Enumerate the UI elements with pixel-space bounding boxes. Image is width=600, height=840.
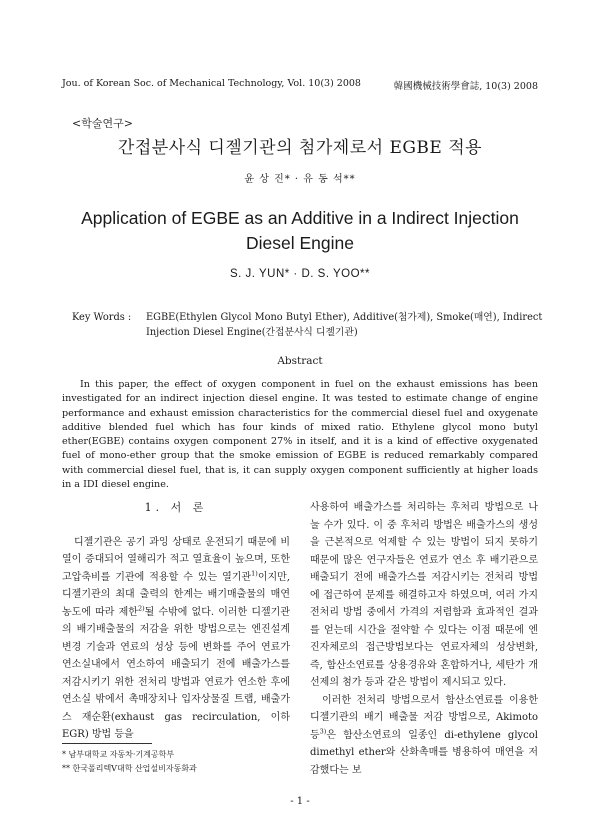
- footnote-affiliation-1: * 남부대학교 자동차·기계공학부: [62, 750, 175, 759]
- footnotes: [62, 748, 292, 776]
- citation-ref-2: 2): [137, 604, 145, 613]
- intro-p3-text-a: 이러한 전처리 방법으로서 함산소연료를 이용한 디젤기관의 배기 배출물 저감 방법으로, Akimoto 등: [310, 694, 538, 741]
- page-number: - 1 -: [290, 796, 310, 807]
- title-english: Application of EGBE as an Additive in a Indirect Injection Diesel Engine: [81, 208, 519, 253]
- footnote-divider: [62, 743, 152, 744]
- intro-paragraph-3: [310, 692, 538, 780]
- footnote-affiliation-2: ** 한국폴리텍V대학 산업설비자동화과: [62, 764, 197, 773]
- authors-korean: 윤 상 진* · 유 동 석**: [244, 174, 356, 185]
- intro-paragraph-1: [62, 534, 290, 744]
- running-header: [62, 78, 538, 92]
- intro-p3-text-b: 은 함산소연료의 일종인 di-ethylene glycol dimethyl ether와 산화촉매를 병용하여 매연을 저감했다는 보: [310, 729, 538, 776]
- keywords-text: EGBE(Ethylen Glycol Mono Butyl Ether), Additive(첨가제), Smoke(매연), Indirect Injection Diesel Engine(간접분사식 디젤기관): [146, 312, 543, 338]
- intro-p1-text-a: 디젤기관은 공기 과잉 상태로 운전되기 때문에 비열이 증대되어 열해리가 적고 열효율이 높으며, 또한 고압축비를 기관에 적용할 수 있는 열기관: [62, 536, 290, 583]
- abstract-body: [62, 378, 538, 492]
- abstract-heading: Abstract: [277, 355, 323, 367]
- body-column-right: [310, 499, 538, 779]
- title-korean: 간접분사식 디젤기관의 첨가제로서 EGBE 적용: [117, 138, 483, 158]
- section-title-introduction: 1. 서 론: [144, 501, 208, 514]
- intro-p1-text-c: 될 수밖에 없다. 이러한 디젤기관의 배기배출물의 저감을 위한 방법으로는 엔진설계변경 기술과 연료의 성상 등에 변화를 주어 연료가 연소실내에서 연소하여 배출되기 전에 배출가스를 저감시키기 위한 전처리 방법과 연료가 연소한 후에 연소실 밖에서 촉매장치나 입자상물질 트랩, 배출가스 재순환(exhaust gas recirculation, 이하 EGR) 방법 등을: [62, 606, 290, 740]
- keywords-label: Key Words :: [72, 312, 132, 323]
- intro-paragraph-2: 사용하여 배출가스를 처리하는 후처리 방법으로 나눌 수가 있다. 이 중 후처리 방법은 배출가스의 생성을 근본적으로 억제할 수 있는 방법이 되지 못하기 때문에 많은 연구자들은 연료가 연소 후 배기관으로 배출되기 전에 배출가스를 저감시키는 전처리 방법에 접근하여 문제를 해결하고자 하였으며, 여러 가지 전처리 방법 중에서 가격의 저렴함과 효과적인 결과를 얻는데 시간을 절약할 수 있다는 이점 때문에 엔진자체로의 접근방법보다는 연료자체의 성상변화, 즉, 함산소연료를 상용경유와 혼합하거나, 세탄가 개선제의 첨가 등과 같은 방법이 제시되고 있다.: [310, 502, 538, 688]
- keywords: [72, 310, 544, 340]
- citation-ref-3: 3): [319, 727, 327, 736]
- journal-name-en: Jou. of Korean Soc. of Mechanical Technology, Vol. 10(3) 2008: [62, 78, 361, 89]
- authors-english: S. J. YUN* · D. S. YOO**: [229, 268, 371, 280]
- abstract-text: In this paper, the effect of oxygen component in fuel on the exhaust emissions has been investigated for an indirect injection diesel engine. It was tested to estimate change of engine performance and exhaust emission characteristics for the commercial diesel fuel and oxygenate additive blended fuel which has four kinds of mixed ratio. Ethylene glycol mono butyl ether(EGBE) contains oxygen component 27% in itself, and it is a kind of effective oxygenated fuel of mono-ether group that the smoke emission of EGBE is reduced remarkably compared with commercial diesel fuel, that is, it can supply oxygen component sufficiently at higher loads in a IDI diesel engine.: [62, 379, 538, 491]
- journal-name-ko: 韓國機械技術學會誌, 10(3) 2008: [393, 81, 538, 92]
- citation-ref-1: 1): [251, 569, 258, 578]
- body-column-left: [62, 499, 290, 744]
- intro-p1-text-b: 이지만, 디젤기관의 최대 출력의 한계는 배기매출물의 매연농도에 따라 제한: [62, 571, 290, 618]
- article-category: <학술연구>: [72, 117, 133, 130]
